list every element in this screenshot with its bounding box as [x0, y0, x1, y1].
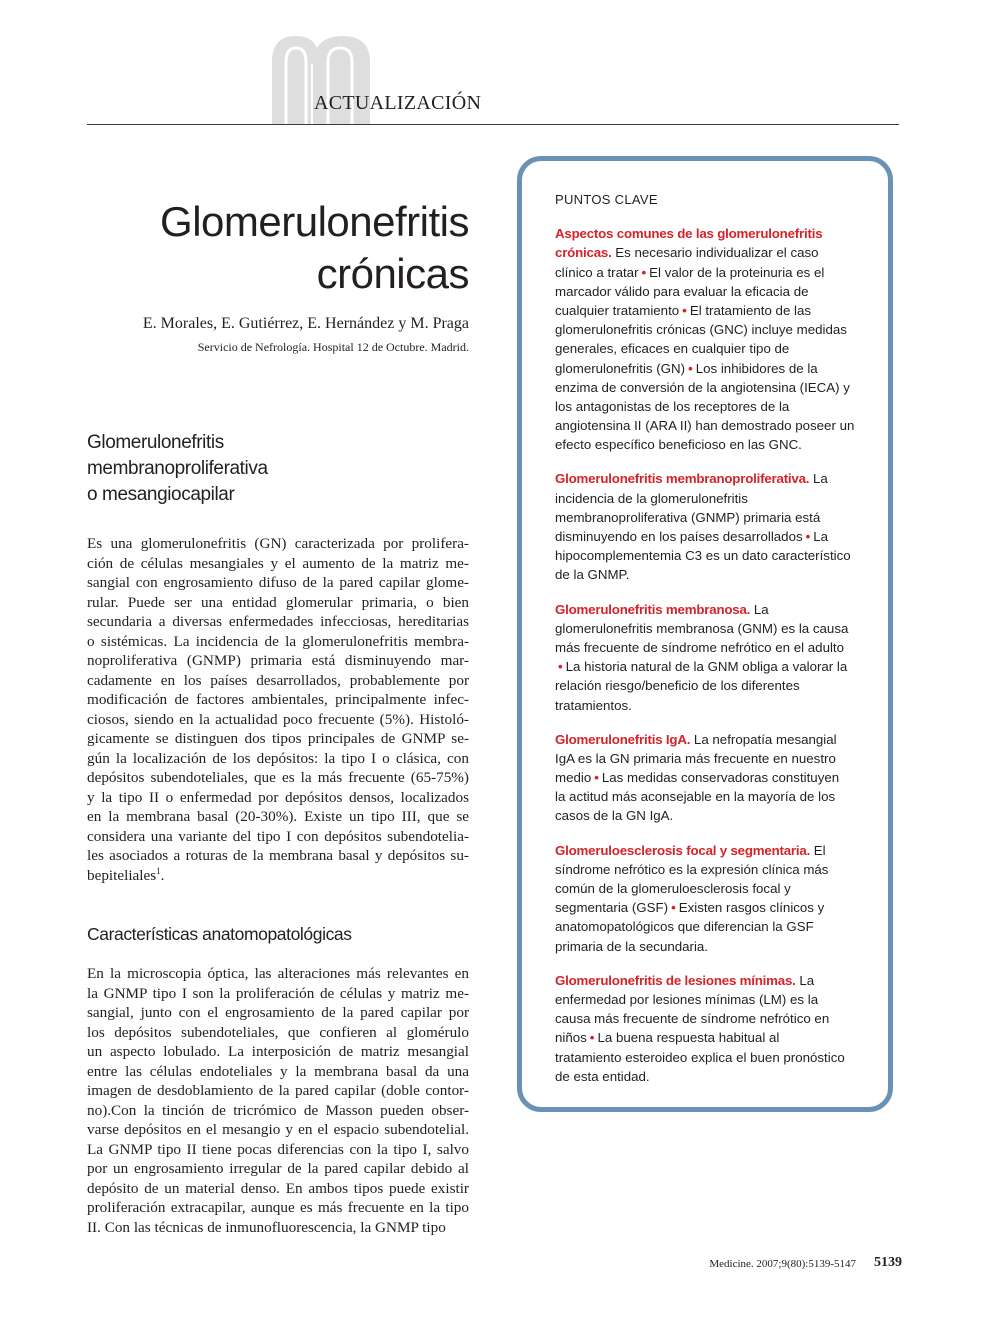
- bullet-icon: •: [688, 360, 693, 376]
- key-point-text: El tratamiento de las: [689, 302, 812, 318]
- text-line: noproliferativa (GNMP) primaria está disminuyendo mar-: [87, 652, 469, 669]
- key-point-text: segmentaria (GSF): [555, 900, 669, 916]
- key-point-text: IgA es la GN primaria más frecuente en nuestro: [555, 750, 836, 766]
- key-point-text: glomerulonefritis (GN): [555, 360, 686, 376]
- key-point-text: más frecuente de síndrome nefrótico en el adulto: [555, 639, 845, 655]
- key-point-line: [555, 565, 865, 584]
- text-fragment: .: [160, 866, 165, 884]
- key-point-text: síndrome nefrótico es la expresión clínica más: [555, 861, 829, 877]
- key-point-text: niños: [555, 1030, 587, 1046]
- key-point-line: [555, 263, 865, 282]
- section-body-gnmp: [87, 534, 469, 885]
- key-point-text: común de la glomeruloesclerosis focal y: [555, 881, 791, 897]
- key-point: [555, 971, 865, 1086]
- text-line: ciosos, siendo en la actualidad poco frecuente (5%). Histoló-: [87, 710, 469, 728]
- key-point-line: [555, 359, 865, 378]
- text-line: rular. Puede ser una entidad glomerular primaria, o bien: [87, 593, 469, 611]
- key-point-line: [555, 397, 865, 416]
- key-point-text: tratamiento esteroideo explica el buen pronóstico: [555, 1049, 845, 1065]
- key-point-line: [555, 806, 865, 825]
- text-line: la GNMP tipo I son la proliferación de células y matriz me-: [87, 984, 469, 1002]
- text-line: no).Con la tinción de tricrómico de Masson pueden obser-: [87, 1101, 469, 1119]
- heading-line: o mesangiocapilar: [87, 484, 235, 505]
- footer-citation: Medicine. 2007;9(80):5139-5147: [709, 1258, 856, 1270]
- key-points-list: [555, 224, 865, 1086]
- key-point-line: [555, 339, 865, 358]
- key-point-text: La buena respuesta habitual al: [597, 1030, 780, 1046]
- key-point-text: La: [813, 529, 829, 545]
- key-point-line: [555, 696, 865, 715]
- section-body-anatomopatologicas: [87, 964, 469, 1237]
- text-line: varse depósitos en el mesangio y en el espacio subendotelial.: [87, 1121, 469, 1138]
- key-point-line: [555, 1067, 865, 1086]
- key-point-title: Glomerulonefritis de lesiones mínimas.: [555, 972, 796, 988]
- key-point-text: Es necesario individualizar el caso: [611, 245, 819, 261]
- key-point-line: [555, 749, 865, 768]
- title-line: crónicas: [316, 250, 469, 297]
- key-point-title: Glomeruloesclerosis focal y segmentaria.: [555, 842, 811, 858]
- text-line: [87, 866, 469, 886]
- key-point-line: [555, 879, 865, 898]
- key-point-line: [555, 282, 865, 301]
- key-point-line: [555, 937, 865, 956]
- key-point-text: El: [810, 842, 826, 858]
- key-point-text: Las medidas conservadoras constituyen: [601, 770, 840, 786]
- key-point-text: membranoproliferativa (GNMP) primaria está: [555, 509, 821, 525]
- bullet-icon: •: [671, 900, 676, 916]
- key-point-text: marcador válido para evaluar la eficacia de: [555, 283, 809, 299]
- key-point-line: [555, 469, 865, 488]
- key-point-line: [555, 730, 865, 749]
- text-line: secundaria a diversas enfermedades infecciosas, hereditarias: [87, 613, 469, 630]
- bullet-icon: •: [641, 264, 647, 280]
- text-line: II. Con las técnicas de inmunofluorescencia, la GNMP tipo: [87, 1218, 446, 1236]
- text-line: cadamente en los países desarrollados, probablemente por: [87, 671, 469, 689]
- text-line: imagen de desdoblamiento de la pared capilar (doble contor-: [87, 1082, 469, 1099]
- affiliation: Servicio de Nefrología. Hospital 12 de Octubre. Madrid.: [197, 340, 469, 354]
- key-point-line: [555, 657, 865, 676]
- section-heading-gnmp: [87, 430, 469, 508]
- key-point-text: cualquier tratamiento: [555, 302, 680, 318]
- key-point-text: generales, eficaces en cualquier tipo de: [555, 341, 790, 357]
- text-line: entre las células endoteliales y la membrana basal da una: [87, 1062, 469, 1080]
- key-point-line: [555, 676, 865, 695]
- key-point-line: [555, 243, 865, 262]
- key-point-text: glomerulonefritis crónicas (GNC) incluye medidas: [555, 322, 847, 338]
- key-point-line: [555, 600, 865, 619]
- key-points-content: [555, 190, 865, 1101]
- key-point-text: enzima de conversión de la angiotensina (IECA) y: [555, 379, 850, 395]
- key-point-text: medio: [555, 770, 592, 786]
- authors: E. Morales, E. Gutiérrez, E. Hernández y M. Praga: [142, 315, 469, 332]
- text-line: sangial con engrosamiento difuso de la pared capilar glome-: [87, 574, 469, 591]
- text-line: un aspecto lobulado. La interposición de matriz mesangial: [87, 1043, 469, 1060]
- key-point-text: de esta entidad.: [555, 1068, 650, 1084]
- header-divider: [87, 124, 899, 125]
- text-line: depósito de un material denso. En ambos tipos puede existir: [87, 1179, 469, 1197]
- key-point-line: [555, 768, 865, 787]
- text-line: En la microscopia óptica, las alteraciones más relevantes en: [87, 965, 469, 982]
- text-line: y la tipo II o enfermedad por depósitos densos, localizados: [87, 788, 469, 806]
- key-point-text: La: [809, 471, 828, 487]
- key-point-text: Existen rasgos clínicos y: [678, 900, 825, 916]
- key-point-line: [555, 416, 865, 435]
- bullet-icon: •: [589, 1030, 595, 1046]
- text-fragment: bepiteliales: [87, 866, 157, 884]
- key-point-text: La: [795, 972, 815, 988]
- key-point-title: crónicas.: [555, 245, 612, 261]
- key-point-text: primaria de la secundaria.: [555, 938, 708, 954]
- key-point-text: la actitud más aconsejable en la mayoría de los: [555, 789, 836, 805]
- text-line: ción de células mesangiales y el aumento de la matriz me-: [87, 554, 469, 572]
- key-point-text: los antagonistas de los receptores de la: [555, 398, 790, 414]
- key-point-text: anatomopatológicos que diferencian la GSF: [555, 919, 814, 935]
- key-point-text: efecto específico beneficioso en las GNC.: [555, 437, 802, 453]
- key-point-line: [555, 378, 865, 397]
- text-line: sangial, junto con el engrosamiento de la pared capilar por: [87, 1004, 469, 1021]
- text-line: gicamente se distinguen dos tipos principales de GNMP se-: [87, 730, 469, 747]
- text-line: La GNMP tipo II tiene pocas diferencias con la tipo I, salvo: [87, 1140, 469, 1158]
- key-point-line: [555, 546, 865, 565]
- reference-superscript[interactable]: 1: [156, 865, 161, 876]
- bullet-icon: •: [805, 529, 811, 545]
- bullet-icon: •: [594, 770, 599, 786]
- key-point-text: hipocomplementemia C3 es un dato característico: [555, 548, 851, 564]
- title-line: Glomerulonefritis: [160, 198, 469, 245]
- key-point-line: [555, 898, 865, 917]
- key-point-title: Glomerulonefritis membranosa.: [555, 601, 751, 617]
- key-point-line: [555, 508, 865, 527]
- key-point-text: tratamientos.: [555, 697, 632, 713]
- bullet-icon: •: [682, 302, 687, 318]
- section-heading-anatomopatologicas: Características anatomopatológicas: [87, 924, 352, 944]
- heading-line: Glomerulonefritis: [87, 432, 224, 453]
- key-point-line: [555, 1009, 865, 1028]
- key-point-line: [555, 224, 865, 243]
- key-point-title: Aspectos comunes de las glomerulonefritis: [555, 226, 823, 242]
- text-line: considera una variante del tipo I con depósitos subendotelia-: [87, 827, 469, 845]
- text-line: modificación de factores ambientales, principalmente infec-: [87, 691, 469, 708]
- key-point-title: Glomerulonefritis membranoproliferativa.: [555, 471, 810, 487]
- key-point-text: causa más frecuente de síndrome nefrótico en: [555, 1011, 830, 1027]
- text-line: gún la localización de los depósitos: la tipo I o clásica, con: [87, 749, 469, 767]
- key-point-line: [555, 527, 865, 546]
- key-point-line: [555, 1048, 865, 1067]
- key-point-text: angiotensina II (ARA II) han demostrado poseer un: [555, 418, 855, 434]
- key-point-text: La historia natural de la GNM obliga a valorar la: [565, 659, 848, 675]
- article-title: [87, 196, 469, 300]
- key-point-line: [555, 638, 865, 657]
- key-point-title: Glomerulonefritis IgA.: [555, 731, 691, 747]
- key-point-text: de la GNMP.: [555, 567, 630, 583]
- key-point-text: La: [750, 601, 769, 617]
- key-point-text: glomerulonefritis membranosa (GNM) es la causa: [555, 620, 849, 636]
- key-point-line: [555, 301, 865, 320]
- key-point-line: [555, 971, 865, 990]
- key-point: [555, 730, 865, 826]
- key-point-text: El valor de la proteinuria es el: [649, 264, 825, 280]
- key-point-text: Los inhibidores de la: [695, 360, 818, 376]
- text-line: o sistémicas. La incidencia de la glomerulonefritis membra-: [87, 632, 469, 650]
- bullet-icon: •: [558, 659, 563, 675]
- key-point-line: [555, 841, 865, 860]
- text-line: proliferación extracapilar, aunque es más frecuente en la tipo: [87, 1199, 469, 1216]
- key-point-text: disminuyendo en los países desarrollados: [555, 529, 803, 545]
- key-point-line: [555, 860, 865, 879]
- text-line: los depósitos subendoteliales, que confieren al glomérulo: [87, 1023, 469, 1041]
- heading-line: membranoproliferativa: [87, 458, 268, 479]
- text-line: Es una glomerulonefritis (GN) caracterizada por prolifera-: [87, 535, 469, 552]
- key-point-text: casos de la GN IgA.: [555, 808, 674, 824]
- key-point: [555, 841, 865, 956]
- text-line: en la membrana basal (20-30%). Existe un tipo III, que se: [87, 808, 469, 825]
- key-point-text: clínico a tratar: [555, 264, 639, 280]
- key-point-line: [555, 489, 865, 508]
- key-point: [555, 600, 865, 715]
- key-point-line: [555, 990, 865, 1009]
- key-point-text: La nefropatía mesangial: [690, 731, 837, 747]
- page-number: 5139: [874, 1255, 902, 1270]
- key-point: [555, 224, 865, 454]
- key-point-text: enfermedad por lesiones mínimas (LM) es la: [555, 991, 819, 1007]
- key-point-text: relación riesgo/beneficio de los diferentes: [555, 678, 800, 694]
- text-line: por un engrosamiento irregular de la pared capilar debido al: [87, 1160, 469, 1177]
- key-point-text: incidencia de la glomerulonefritis: [555, 490, 748, 506]
- section-label: ACTUALIZACIÓN: [314, 92, 482, 114]
- key-point: [555, 469, 865, 584]
- key-point-line: [555, 917, 865, 936]
- key-point-line: [555, 435, 865, 454]
- key-point-line: [555, 619, 865, 638]
- text-line: les asociados a roturas de la membrana basal y depósitos su-: [87, 847, 469, 864]
- text-line: depósitos subendoteliales, que es la más frecuente (65-75%): [87, 769, 469, 786]
- key-point-line: [555, 320, 865, 339]
- key-point-line: [555, 1028, 865, 1047]
- key-point-line: [555, 787, 865, 806]
- key-points-heading: PUNTOS CLAVE: [555, 192, 658, 207]
